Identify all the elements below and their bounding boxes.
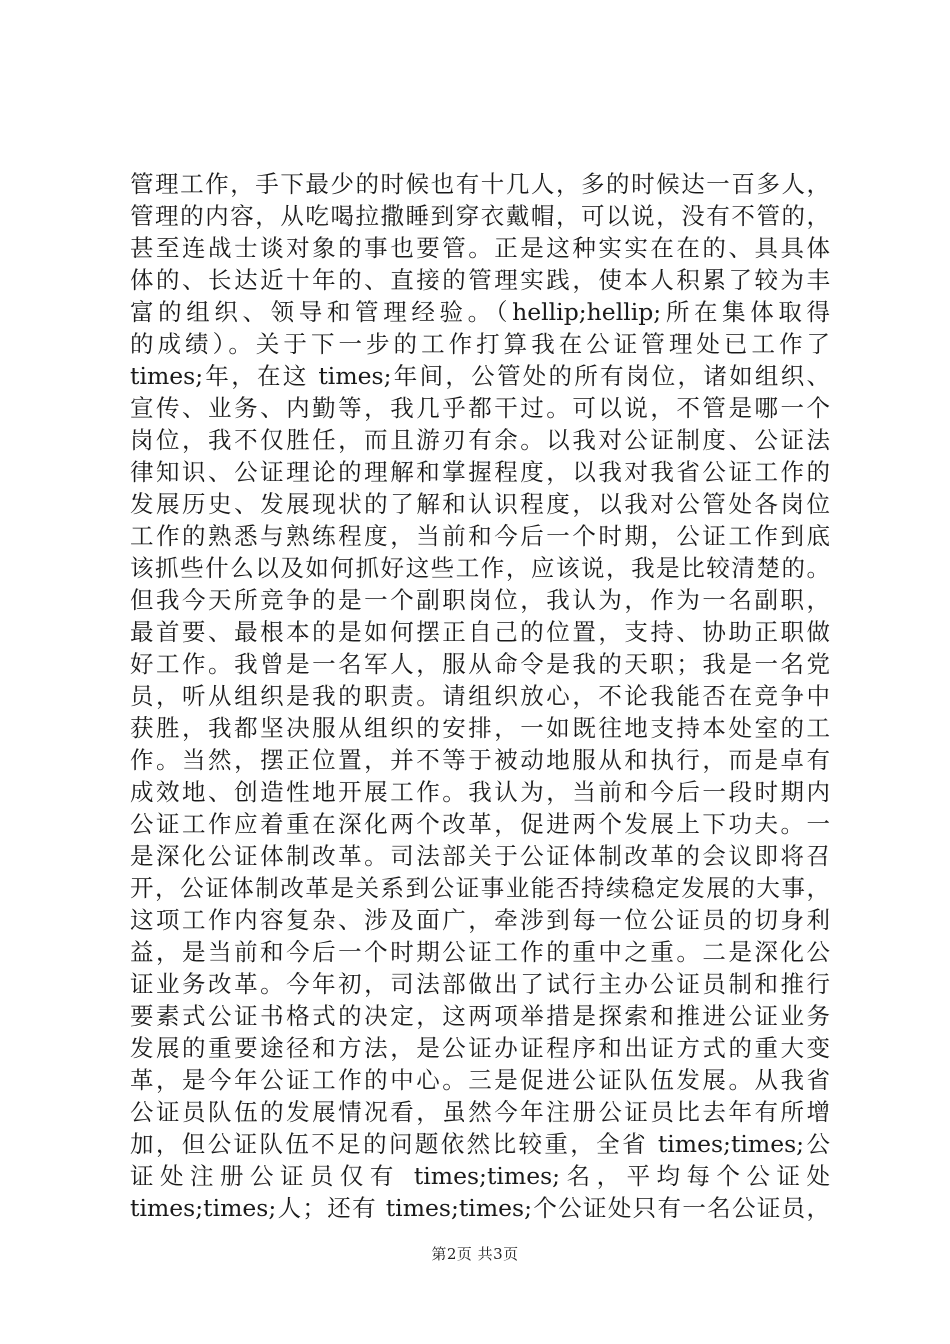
text-line: times;times;人；还有 times;times;个公证处只有一名公证员， <box>130 1194 830 1222</box>
text-line: 要素式公证书格式的决定，这两项举措是探索和推进公证业务 <box>130 1002 830 1030</box>
text-line: 革，是今年公证工作的中心。三是促进公证队伍发展。从我省 <box>130 1066 830 1094</box>
text-line: 成效地、创造性地开展工作。我认为，当前和今后一段时期内 <box>130 778 830 806</box>
text-line: 作。当然，摆正位置，并不等于被动地服从和执行，而是卓有 <box>130 746 830 774</box>
text-line: 该抓些什么以及如何抓好这些工作，应该说，我是比较清楚的。 <box>130 554 830 582</box>
document-body <box>130 168 830 1224</box>
text-line: 开，公证体制改革是关系到公证事业能否持续稳定发展的大事， <box>130 874 830 902</box>
text-line: 岗位，我不仅胜任，而且游刃有余。以我对公证制度、公证法 <box>130 426 830 454</box>
text-line: 但我今天所竞争的是一个副职岗位，我认为，作为一名副职， <box>130 586 830 614</box>
text-line: 发展的重要途径和方法，是公证办证程序和出证方式的重大变 <box>130 1034 830 1062</box>
text-line: 证业务改革。今年初，司法部做出了试行主办公证员制和推行 <box>130 970 830 998</box>
text-line: 宣传、业务、内勤等，我几乎都干过。可以说，不管是哪一个 <box>130 394 830 422</box>
page-number-label: 第2页 共3页 <box>431 1245 519 1263</box>
text-line: 富的组织、领导和管理经验。（hellip;hellip;所在集体取得 <box>130 298 830 326</box>
text-line: 管理工作，手下最少的时候也有十几人，多的时候达一百多人， <box>130 170 830 198</box>
text-line: 加，但公证队伍不足的问题依然比较重，全省 times;times;公 <box>130 1130 830 1158</box>
text-line: 公证员队伍的发展情况看，虽然今年注册公证员比去年有所增 <box>130 1098 830 1126</box>
text-line: 最首要、最根本的是如何摆正自己的位置，支持、协助正职做 <box>130 618 830 646</box>
text-line: 律知识、公证理论的理解和掌握程度，以我对我省公证工作的 <box>130 458 830 486</box>
text-line: 体的、长达近十年的、直接的管理实践，使本人积累了较为丰 <box>130 266 830 294</box>
text-line: 获胜，我都坚决服从组织的安排，一如既往地支持本处室的工 <box>130 714 830 742</box>
text-line: times;年，在这 times;年间，公管处的所有岗位，诸如组织、 <box>130 362 830 390</box>
text-line: 发展历史、发展现状的了解和认识程度，以我对公管处各岗位 <box>130 490 830 518</box>
text-line: 员，听从组织是我的职责。请组织放心，不论我能否在竞争中 <box>130 682 830 710</box>
text-line: 好工作。我曾是一名军人，服从命令是我的天职；我是一名党 <box>130 650 830 678</box>
page-footer <box>0 1243 950 1264</box>
text-line: 公证工作应着重在深化两个改革，促进两个发展上下功夫。一 <box>130 810 830 838</box>
text-line: 管理的内容，从吃喝拉撒睡到穿衣戴帽，可以说，没有不管的， <box>130 202 830 230</box>
text-line: 甚至连战士谈对象的事也要管。正是这种实实在在的、具具体 <box>130 234 830 262</box>
text-line: 工作的熟悉与熟练程度，当前和今后一个时期，公证工作到底 <box>130 522 830 550</box>
text-line: 这项工作内容复杂、涉及面广，牵涉到每一位公证员的切身利 <box>130 906 830 934</box>
text-line: 证处注册公证员仅有 times;times;名，平均每个公证处 <box>130 1162 830 1190</box>
text-line: 益，是当前和今后一个时期公证工作的重中之重。二是深化公 <box>130 938 830 966</box>
text-line: 的成绩）。关于下一步的工作打算我在公证管理处已工作了 <box>130 330 830 358</box>
text-line: 是深化公证体制改革。司法部关于公证体制改革的会议即将召 <box>130 842 830 870</box>
